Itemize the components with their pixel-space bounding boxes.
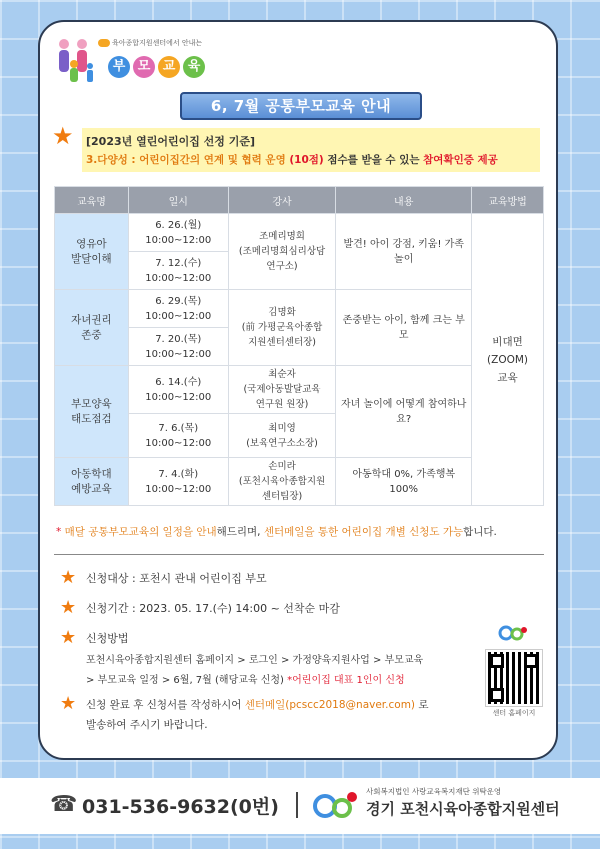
course-date: 7. 12.(수) 10:00~12:00 <box>128 252 228 290</box>
course-name: 자녀권리 존중 <box>55 290 129 366</box>
bumo-char: 부 <box>108 56 130 78</box>
course-date: 7. 20.(목) 10:00~12:00 <box>128 328 228 366</box>
bumo-char: 육 <box>183 56 205 78</box>
notice-card: 육아종합지원센터에서 안내는 부 모 교 육 6, 7월 공통부모교육 안내 ★ [2023년 열린어린이집 선정 기준] 3.다양성 : 어린이집간의 연계 및 협력 운영 (10점) 점수를 받을 수 있는 참여확인증 제공 교육명 일시 강사 내용 교육방법 영유아 발달이해 6. 26.(월) 10:00~12:00 조메리명희 (조메리명희심리상담 연구소) 발견! 아이 강점, 키움! 가족 놀이 비대면 (ZOOM) 교육 7. 12.(수) 10:00~12:00 자녀권리 존중 6. 29.(목) 10:00~12:00 김명화 (前 가평군육아종합 지원센터센터장) 존중받는 아이, 함께 크는 부모 7. 20.(목) 10:00~12:00 부모양육 태도점검 6. 14.(수) 10:00~12:00 최순자 (국제아동발달교육 연구원 원장) 자녀 놀이에 어떻게 참여하나요? 7. 6.(목) 10:00~12:00 최미영 (보육연구소소장) 아동학대 예방교육 7. 4.(화) 10:00~12:00 손미라 (포천시육아종합지원 센터팀장) 아동학대 0%, 가족행복 100% * 매달 공통부모교육의 일정을 안내해드리며, 센터메일을 통한 어린이집 개별 신청도 가능합니다. ★ 신청대상 : 포천시 관내 어린이집 부모 ★ 신청기간 : 2023. 05. 17.(수) 14:00 ~ 선착순 마감 ★ 신청방법 포천시육아종합지원센터 홈페이지 > 로그인 > 가정양육지원사업 > 부모교육 > 부모교육 일정 > 6월, 7월 (해당교육 신청) *어린이집 대표 1인이 신청 ★ 신청 완료 후 신청서를 작성하시어 센터메일(pcscc2018@naver.com) 로 발송하여 주시기 바랍니다. 센터 홈페이지 <box>38 20 558 760</box>
course-name: 부모양육 태도점검 <box>55 366 129 458</box>
course-content: 자녀 놀이에 어떻게 참여하나요? <box>336 366 472 458</box>
foot-note: * 매달 공통부모교육의 일정을 안내해드리며, 센터메일을 통한 어린이집 개별 신청도 가능합니다. <box>56 526 497 538</box>
course-date: 6. 14.(수) 10:00~12:00 <box>128 366 228 414</box>
course-date: 7. 4.(화) 10:00~12:00 <box>128 458 228 506</box>
page-title: 6, 7월 공통부모교육 안내 <box>210 97 392 115</box>
col-header: 교육명 <box>55 187 129 214</box>
star-icon: ★ <box>52 122 74 150</box>
star-icon: ★ <box>60 567 77 588</box>
course-date: 7. 6.(목) 10:00~12:00 <box>128 414 228 458</box>
course-date: 6. 26.(월) 10:00~12:00 <box>128 214 228 252</box>
footer-bar <box>0 778 600 834</box>
lecturer: 조메리명희 (조메리명희심리상담 연구소) <box>228 214 336 290</box>
course-name: 아동학대 예방교육 <box>55 458 129 506</box>
org-line: 육아종합지원센터에서 안내는 <box>98 38 202 48</box>
center-logo-icon <box>498 624 528 642</box>
notice-detail: 3.다양성 : 어린이집간의 연계 및 협력 운영 (10점) 점수를 받을 수 있는 참여확인증 제공 <box>86 154 498 166</box>
star-icon: ★ <box>60 627 77 648</box>
bumo-char: 교 <box>158 56 180 78</box>
lecturer: 손미라 (포천시육아종합지원 센터팀장) <box>228 458 336 506</box>
col-header: 일시 <box>128 187 228 214</box>
qr-label: 센터 홈페이지 <box>492 709 536 717</box>
course-date: 6. 29.(목) 10:00~12:00 <box>128 290 228 328</box>
program-logo <box>54 30 254 86</box>
lecturer: 최미영 (보육연구소소장) <box>228 414 336 458</box>
method-line-2: > 부모교육 일정 > 6월, 7월 (해당교육 신청) *어린이집 대표 1인이 신청 <box>86 675 405 686</box>
bumo-char: 모 <box>133 56 155 78</box>
method-line-1: 포천시육아종합지원센터 홈페이지 > 로그인 > 가정양육지원사업 > 부모교육 <box>86 655 424 666</box>
table-row <box>55 366 544 414</box>
center-name: 경기 포천시육아종합지원센터 <box>366 800 560 818</box>
center-operator: 사회복지법인 사랑교육복지재단 위탁운영 <box>366 787 502 796</box>
table-row <box>55 290 544 328</box>
submit-line-2: 발송하여 주시기 바랍니다. <box>86 719 208 731</box>
table-row <box>55 458 544 506</box>
title-banner <box>180 92 422 120</box>
bumo-logo <box>108 56 205 78</box>
schedule-table <box>54 186 544 506</box>
phone-icon: ☎ <box>50 792 78 817</box>
divider <box>54 554 544 555</box>
course-content: 존중받는 아이, 함께 크는 부모 <box>336 290 472 366</box>
col-header: 강사 <box>228 187 336 214</box>
star-icon: ★ <box>60 693 77 714</box>
col-header: 교육방법 <box>472 187 544 214</box>
star-icon: ★ <box>60 597 77 618</box>
course-content: 발견! 아이 강점, 키움! 가족 놀이 <box>336 214 472 290</box>
footer-divider <box>296 792 298 818</box>
table-header-row <box>55 187 544 214</box>
center-logo-icon <box>312 788 358 822</box>
table-row <box>55 214 544 252</box>
family-icon <box>54 36 96 84</box>
selection-notice <box>82 128 540 172</box>
lecturer: 최순자 (국제아동발달교육 연구원 원장) <box>228 366 336 414</box>
course-name: 영유아 발달이해 <box>55 214 129 290</box>
center-mini-logo <box>98 39 110 47</box>
education-method: 비대면 (ZOOM) 교육 <box>472 214 544 506</box>
qr-code[interactable] <box>486 650 542 706</box>
course-content: 아동학대 0%, 가족행복 100% <box>336 458 472 506</box>
lecturer: 김명화 (前 가평군육아종합 지원센터센터장) <box>228 290 336 366</box>
col-header: 내용 <box>336 187 472 214</box>
phone-number: 031-536-9632(0번) <box>82 796 279 818</box>
notice-title: [2023년 열린어린이집 선정 기준] <box>86 135 256 148</box>
